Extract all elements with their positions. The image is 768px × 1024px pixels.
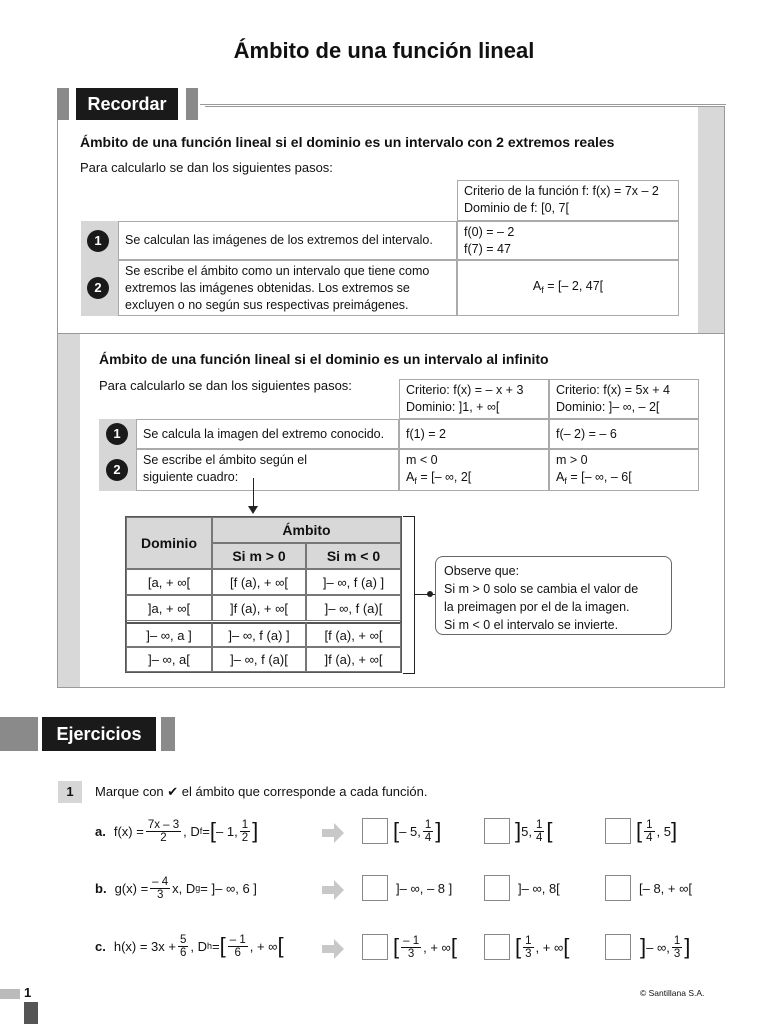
- sec2-step1-b: f(– 2) = – 6: [549, 419, 699, 449]
- option-c-2: [ $\frac{1}{3}$ , + ∞ [: [515, 934, 570, 960]
- sec1-step1-text: Se calculan las imágenes de los extremos del intervalo.: [118, 221, 457, 260]
- checkbox-c-3[interactable]: [605, 934, 631, 960]
- table-bracket: [403, 516, 415, 674]
- arrow-down-line: [253, 478, 254, 508]
- table-cell: ]– ∞, a[: [126, 647, 212, 672]
- ejercicios-tab: Ejercicios: [42, 717, 156, 751]
- checkbox-c-2[interactable]: [484, 934, 510, 960]
- sec2-step2-a: m < 0 $A_f$ = [– ∞, 2[: [399, 449, 549, 491]
- checkbox-b-2[interactable]: [484, 875, 510, 901]
- table-cell: [f (a), + ∞[: [306, 622, 401, 647]
- table-cell: ]– ∞, f (a)[: [212, 647, 306, 672]
- option-b-3: [– 8, + ∞[: [639, 880, 692, 896]
- recordar-separator: [58, 333, 724, 334]
- table-header-ambito: Ámbito: [212, 517, 401, 543]
- option-c-1: [ $\frac{- 1}{3}$ , + ∞ [: [393, 934, 457, 960]
- checkbox-a-2[interactable]: [484, 818, 510, 844]
- sec2-step1-a: f(1) = 2: [399, 419, 549, 449]
- sec2-intro: Para calcularlo se dan los siguientes pasos:: [99, 378, 352, 393]
- table-cell: ]– ∞, f (a) ]: [212, 622, 306, 647]
- page-title: Ámbito de una función lineal: [233, 38, 535, 63]
- recordar-tab: Recordar: [76, 88, 178, 120]
- sec1-intro: Para calcularlo se dan los siguientes pasos:: [80, 160, 333, 175]
- table-cell: [f (a), + ∞[: [212, 569, 306, 595]
- sec1-step1-example: f(0) = – 2 f(7) = 47: [457, 221, 679, 260]
- page-number: 1: [24, 985, 32, 1000]
- table-cell: ]– ∞, f (a) ]: [306, 569, 401, 595]
- checkbox-c-1[interactable]: [362, 934, 388, 960]
- exercise-number: 1: [58, 781, 82, 803]
- table-cell: [a, + ∞[: [126, 569, 212, 595]
- table-header-pos: Si m > 0: [212, 543, 306, 569]
- option-b-2: ]– ∞, 8[: [518, 880, 560, 896]
- exercise-question: Marque con ✔ el ámbito que corresponde a cada función.: [95, 784, 428, 799]
- recordar-rule: [200, 104, 726, 105]
- arrow-right-icon: [322, 939, 344, 959]
- table-header-neg: Si m < 0: [306, 543, 401, 569]
- checkbox-a-3[interactable]: [605, 818, 631, 844]
- sec2-step2-b: m > 0 $A_f$ = [– ∞, – 6[: [549, 449, 699, 491]
- step-2-badge: 2: [87, 277, 109, 299]
- arrow-right-icon: [322, 880, 344, 900]
- option-b-1: ]– ∞, – 8 ]: [396, 880, 453, 896]
- checkbox-b-3[interactable]: [605, 875, 631, 901]
- sec2-step2-text: Se escribe el ámbito según el siguiente cuadro:: [136, 449, 399, 491]
- item-b: b. g(x) = $\frac{- 4}{3}$ x, D g = ]– ∞, 6 ]: [95, 875, 257, 901]
- checkbox-b-1[interactable]: [362, 875, 388, 901]
- table-cell: ]– ∞, a ]: [126, 622, 212, 647]
- sec1-step2-example: $A_f$ = [– 2, 47[: [457, 260, 679, 316]
- table-header-dominio: Dominio: [126, 517, 212, 569]
- sec1-example-header: Criterio de la función f: f(x) = 7x – 2 Dominio de f: [0, 7[: [457, 180, 679, 221]
- sec2-heading: Ámbito de una función lineal si el dominio es un intervalo al infinito: [99, 351, 549, 367]
- arrow-down-icon: [248, 506, 258, 514]
- sec2-col-a-header: Criterio: f(x) = – x + 3 Dominio: ]1, + ∞[: [399, 379, 549, 419]
- sec2-step1-text: Se calcula la imagen del extremo conocido.: [136, 419, 399, 449]
- item-a: a. f(x) = $\frac{7x - 3}{2}$ , D f = [ – 1, $\frac{1}{2}$ ]: [95, 818, 259, 844]
- option-c-3: ] – ∞, $\frac{1}{3}$ ]: [640, 934, 691, 960]
- note-box: Observe que: Si m > 0 solo se cambia el valor de la preimagen por el de la imagen. Si m < 0 el intervalo se invierte.: [435, 556, 672, 635]
- sec2-step-1-badge: 1: [106, 423, 128, 445]
- recordar-side-bar: [698, 107, 724, 334]
- option-a-1: [ – 5, $\frac{1}{4}$ ]: [393, 818, 442, 844]
- item-c: c. h(x) = 3x + $\frac{5}{6}$ , D h = [ $\frac{- 1}{6}$ , + ∞ [: [95, 933, 284, 959]
- sec1-heading: Ámbito de una función lineal si el dominio es un intervalo con 2 extremos reales: [80, 134, 615, 150]
- sec2-col-b-header: Criterio: f(x) = 5x + 4 Dominio: ]– ∞, – 2[: [549, 379, 699, 419]
- table-cell: ]a, + ∞[: [126, 595, 212, 621]
- table-cell: ]– ∞, f (a)[: [306, 595, 401, 621]
- recordar-side-bar-2: [58, 334, 80, 687]
- connector-dot: [427, 591, 433, 597]
- table-cell: ]f (a), + ∞[: [306, 647, 401, 672]
- arrow-right-icon: [322, 823, 344, 843]
- option-a-2: ] 5, $\frac{1}{4}$ [: [515, 818, 553, 844]
- checkbox-a-1[interactable]: [362, 818, 388, 844]
- sec1-step2-text: Se escribe el ámbito como un intervalo que tiene como extremos las imágenes obtenidas. Los extremos se excluyen o no según sus respectivas preimágenes.: [118, 260, 457, 316]
- option-a-3: [ $\frac{1}{4}$ , 5 ]: [636, 818, 678, 844]
- sec2-step-2-badge: 2: [106, 459, 128, 481]
- copyright: © Santillana S.A.: [640, 988, 705, 998]
- table-cell: ]f (a), + ∞[: [212, 595, 306, 621]
- step-1-badge: 1: [87, 230, 109, 252]
